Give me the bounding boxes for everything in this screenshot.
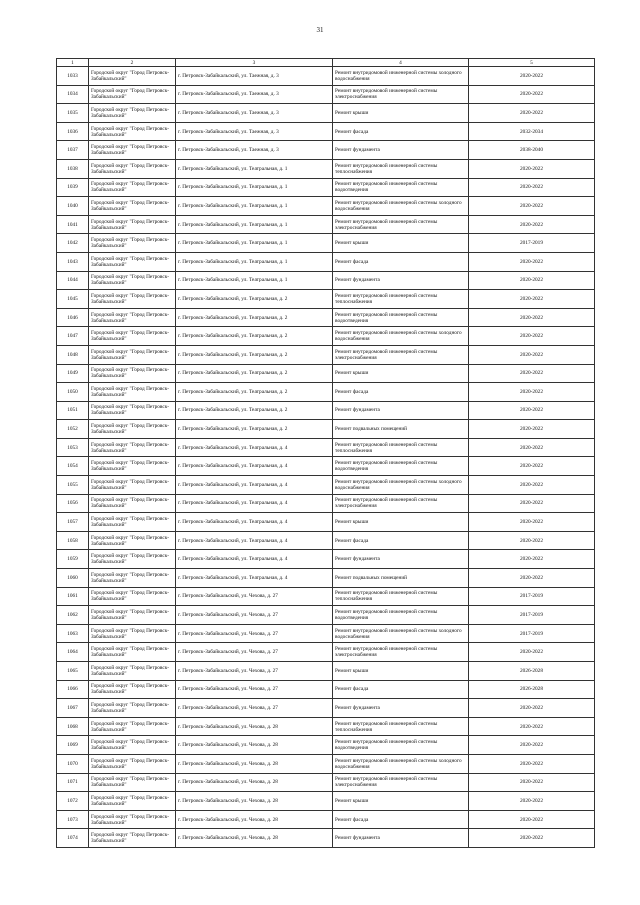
table-row xyxy=(57,736,595,755)
municipality-cell: Городской округ "Город Петровск-Забайкальский" xyxy=(89,290,176,309)
municipality-cell: Городской округ "Город Петровск-Забайкальский" xyxy=(89,680,176,699)
address-cell: г. Петровск-Забайкальский, ул. Театральная, д. 2 xyxy=(176,364,333,383)
column-header-3: 3 xyxy=(176,59,333,67)
row-number: 1059 xyxy=(57,550,89,569)
period-cell: 2017-2019 xyxy=(469,587,595,606)
address-cell: г. Петровск-Забайкальский, ул. Таежная, д. 3 xyxy=(176,141,333,160)
table-row xyxy=(57,773,595,792)
table-row xyxy=(57,680,595,699)
table-row xyxy=(57,178,595,197)
table-row xyxy=(57,792,595,811)
table-row xyxy=(57,401,595,420)
table-row xyxy=(57,531,595,550)
header-row xyxy=(57,59,595,67)
row-number: 1048 xyxy=(57,345,89,364)
work-type-cell: Ремонт крыши xyxy=(333,234,469,253)
municipality-cell: Городской округ "Город Петровск-Забайкальский" xyxy=(89,606,176,625)
row-number: 1038 xyxy=(57,159,89,178)
row-number: 1042 xyxy=(57,234,89,253)
address-cell: г. Петровск-Забайкальский, ул. Театральная, д. 4 xyxy=(176,457,333,476)
period-cell: 2020-2022 xyxy=(469,401,595,420)
period-cell: 2020-2022 xyxy=(469,67,595,86)
work-type-cell: Ремонт фундамента xyxy=(333,550,469,569)
address-cell: г. Петровск-Забайкальский, ул. Театральная, д. 2 xyxy=(176,401,333,420)
table-row xyxy=(57,215,595,234)
address-cell: г. Петровск-Забайкальский, ул. Театральная, д. 2 xyxy=(176,308,333,327)
register-table xyxy=(56,58,595,848)
table-row xyxy=(57,85,595,104)
work-type-cell: Ремонт внутридомовой инженерной системы теплоснабжения xyxy=(333,587,469,606)
row-number: 1070 xyxy=(57,754,89,773)
table-row xyxy=(57,476,595,495)
period-cell: 2020-2022 xyxy=(469,457,595,476)
work-type-cell: Ремонт фасада xyxy=(333,531,469,550)
row-number: 1033 xyxy=(57,67,89,86)
address-cell: г. Петровск-Забайкальский, ул. Театральная, д. 4 xyxy=(176,476,333,495)
table-row xyxy=(57,829,595,848)
table-row xyxy=(57,643,595,662)
work-type-cell: Ремонт внутридомовой инженерной системы теплоснабжения xyxy=(333,159,469,178)
period-cell: 2020-2022 xyxy=(469,383,595,402)
row-number: 1035 xyxy=(57,104,89,123)
period-cell: 2020-2022 xyxy=(469,308,595,327)
address-cell: г. Петровск-Забайкальский, ул. Таежная, д. 3 xyxy=(176,67,333,86)
municipality-cell: Городской округ "Город Петровск-Забайкальский" xyxy=(89,122,176,141)
period-cell: 2020-2022 xyxy=(469,736,595,755)
period-cell: 2020-2022 xyxy=(469,197,595,216)
table-row xyxy=(57,699,595,718)
address-cell: г. Петровск-Забайкальский, ул. Чехова, д. 28 xyxy=(176,773,333,792)
work-type-cell: Ремонт внутридомовой инженерной системы электроснабжения xyxy=(333,215,469,234)
address-cell: г. Петровск-Забайкальский, ул. Таежная, д. 3 xyxy=(176,104,333,123)
row-number: 1051 xyxy=(57,401,89,420)
address-cell: г. Петровск-Забайкальский, ул. Театральная, д. 2 xyxy=(176,327,333,346)
work-type-cell: Ремонт внутридомовой инженерной системы электроснабжения xyxy=(333,345,469,364)
row-number: 1036 xyxy=(57,122,89,141)
table-row xyxy=(57,67,595,86)
row-number: 1068 xyxy=(57,717,89,736)
municipality-cell: Городской округ "Город Петровск-Забайкальский" xyxy=(89,587,176,606)
municipality-cell: Городской округ "Город Петровск-Забайкальский" xyxy=(89,67,176,86)
row-number: 1069 xyxy=(57,736,89,755)
municipality-cell: Городской округ "Город Петровск-Забайкальский" xyxy=(89,438,176,457)
period-cell: 2020-2022 xyxy=(469,327,595,346)
work-type-cell: Ремонт внутридомовой инженерной системы теплоснабжения xyxy=(333,290,469,309)
table-row xyxy=(57,587,595,606)
row-number: 1044 xyxy=(57,271,89,290)
table-row xyxy=(57,717,595,736)
work-type-cell: Ремонт фасада xyxy=(333,122,469,141)
address-cell: г. Петровск-Забайкальский, ул. Театральная, д. 4 xyxy=(176,438,333,457)
period-cell: 2020-2022 xyxy=(469,215,595,234)
municipality-cell: Городской округ "Город Петровск-Забайкальский" xyxy=(89,476,176,495)
row-number: 1046 xyxy=(57,308,89,327)
work-type-cell: Ремонт внутридомовой инженерной системы холодного водоснабжения xyxy=(333,754,469,773)
municipality-cell: Городской округ "Город Петровск-Забайкальский" xyxy=(89,699,176,718)
period-cell: 2020-2022 xyxy=(469,829,595,848)
municipality-cell: Городской округ "Город Петровск-Забайкальский" xyxy=(89,792,176,811)
table-row xyxy=(57,308,595,327)
work-type-cell: Ремонт внутридомовой инженерной системы электроснабжения xyxy=(333,494,469,513)
address-cell: г. Петровск-Забайкальский, ул. Чехова, д. 27 xyxy=(176,643,333,662)
page-number: 31 xyxy=(316,26,324,34)
period-cell: 2020-2022 xyxy=(469,178,595,197)
address-cell: г. Петровск-Забайкальский, ул. Чехова, д. 27 xyxy=(176,624,333,643)
table-row xyxy=(57,234,595,253)
period-cell: 2020-2022 xyxy=(469,438,595,457)
row-number: 1050 xyxy=(57,383,89,402)
municipality-cell: Городской округ "Город Петровск-Забайкальский" xyxy=(89,420,176,439)
address-cell: г. Петровск-Забайкальский, ул. Чехова, д. 28 xyxy=(176,792,333,811)
address-cell: г. Петровск-Забайкальский, ул. Театральная, д. 1 xyxy=(176,271,333,290)
work-type-cell: Ремонт фасада xyxy=(333,810,469,829)
municipality-cell: Городской округ "Город Петровск-Забайкальский" xyxy=(89,178,176,197)
work-type-cell: Ремонт фасада xyxy=(333,680,469,699)
column-header-2: 2 xyxy=(89,59,176,67)
address-cell: г. Петровск-Забайкальский, ул. Чехова, д. 28 xyxy=(176,810,333,829)
table-row xyxy=(57,383,595,402)
period-cell: 2020-2022 xyxy=(469,773,595,792)
table-row xyxy=(57,457,595,476)
address-cell: г. Петровск-Забайкальский, ул. Чехова, д. 28 xyxy=(176,829,333,848)
address-cell: г. Петровск-Забайкальский, ул. Театральная, д. 4 xyxy=(176,550,333,569)
row-number: 1052 xyxy=(57,420,89,439)
period-cell: 2017-2019 xyxy=(469,624,595,643)
row-number: 1074 xyxy=(57,829,89,848)
municipality-cell: Городской округ "Город Петровск-Забайкальский" xyxy=(89,308,176,327)
municipality-cell: Городской округ "Город Петровск-Забайкальский" xyxy=(89,717,176,736)
period-cell: 2020-2022 xyxy=(469,104,595,123)
municipality-cell: Городской округ "Город Петровск-Забайкальский" xyxy=(89,810,176,829)
address-cell: г. Петровск-Забайкальский, ул. Театральная, д. 1 xyxy=(176,215,333,234)
period-cell: 2017-2019 xyxy=(469,234,595,253)
address-cell: г. Петровск-Забайкальский, ул. Театральная, д. 4 xyxy=(176,513,333,532)
municipality-cell: Городской округ "Город Петровск-Забайкальский" xyxy=(89,773,176,792)
table-row xyxy=(57,438,595,457)
row-number: 1040 xyxy=(57,197,89,216)
row-number: 1055 xyxy=(57,476,89,495)
period-cell: 2020-2022 xyxy=(469,420,595,439)
work-type-cell: Ремонт внутридомовой инженерной системы холодного водоснабжения xyxy=(333,476,469,495)
period-cell: 2020-2022 xyxy=(469,252,595,271)
address-cell: г. Петровск-Забайкальский, ул. Театральная, д. 4 xyxy=(176,569,333,588)
table-row xyxy=(57,754,595,773)
address-cell: г. Петровск-Забайкальский, ул. Театральная, д. 2 xyxy=(176,345,333,364)
row-number: 1039 xyxy=(57,178,89,197)
address-cell: г. Петровск-Забайкальский, ул. Театральная, д. 1 xyxy=(176,159,333,178)
work-type-cell: Ремонт внутридомовой инженерной системы теплоснабжения xyxy=(333,717,469,736)
work-type-cell: Ремонт внутридомовой инженерной системы электроснабжения xyxy=(333,643,469,662)
work-type-cell: Ремонт фундамента xyxy=(333,271,469,290)
period-cell: 2026-2028 xyxy=(469,662,595,681)
table-row xyxy=(57,550,595,569)
work-type-cell: Ремонт крыши xyxy=(333,662,469,681)
column-header-4: 4 xyxy=(333,59,469,67)
municipality-cell: Городской округ "Город Петровск-Забайкальский" xyxy=(89,457,176,476)
municipality-cell: Городской округ "Город Петровск-Забайкальский" xyxy=(89,401,176,420)
row-number: 1061 xyxy=(57,587,89,606)
table-row xyxy=(57,271,595,290)
period-cell: 2020-2022 xyxy=(469,345,595,364)
period-cell: 2020-2022 xyxy=(469,476,595,495)
municipality-cell: Городской округ "Город Петровск-Забайкальский" xyxy=(89,624,176,643)
work-type-cell: Ремонт внутридомовой инженерной системы водоотведения xyxy=(333,457,469,476)
address-cell: г. Петровск-Забайкальский, ул. Театральная, д. 2 xyxy=(176,290,333,309)
column-header-1: 1 xyxy=(57,59,89,67)
period-cell: 2020-2022 xyxy=(469,792,595,811)
address-cell: г. Петровск-Забайкальский, ул. Театральная, д. 4 xyxy=(176,494,333,513)
row-number: 1058 xyxy=(57,531,89,550)
table-row xyxy=(57,420,595,439)
period-cell: 2020-2022 xyxy=(469,550,595,569)
address-cell: г. Петровск-Забайкальский, ул. Чехова, д. 28 xyxy=(176,754,333,773)
address-cell: г. Петровск-Забайкальский, ул. Чехова, д. 28 xyxy=(176,736,333,755)
row-number: 1064 xyxy=(57,643,89,662)
row-number: 1043 xyxy=(57,252,89,271)
table-row xyxy=(57,569,595,588)
row-number: 1065 xyxy=(57,662,89,681)
period-cell: 2020-2022 xyxy=(469,569,595,588)
period-cell: 2020-2022 xyxy=(469,717,595,736)
row-number: 1047 xyxy=(57,327,89,346)
address-cell: г. Петровск-Забайкальский, ул. Театральная, д. 1 xyxy=(176,178,333,197)
address-cell: г. Петровск-Забайкальский, ул. Театральная, д. 2 xyxy=(176,383,333,402)
work-type-cell: Ремонт крыши xyxy=(333,364,469,383)
address-cell: г. Петровск-Забайкальский, ул. Чехова, д. 28 xyxy=(176,717,333,736)
period-cell: 2020-2022 xyxy=(469,85,595,104)
municipality-cell: Городской округ "Город Петровск-Забайкальский" xyxy=(89,197,176,216)
municipality-cell: Городской округ "Город Петровск-Забайкальский" xyxy=(89,643,176,662)
row-number: 1060 xyxy=(57,569,89,588)
period-cell: 2020-2022 xyxy=(469,290,595,309)
municipality-cell: Городской округ "Город Петровск-Забайкальский" xyxy=(89,234,176,253)
row-number: 1034 xyxy=(57,85,89,104)
table-body xyxy=(57,67,595,848)
work-type-cell: Ремонт фундамента xyxy=(333,699,469,718)
period-cell: 2020-2022 xyxy=(469,364,595,383)
table-row xyxy=(57,252,595,271)
work-type-cell: Ремонт внутридомовой инженерной системы теплоснабжения xyxy=(333,438,469,457)
work-type-cell: Ремонт фундамента xyxy=(333,829,469,848)
period-cell: 2020-2022 xyxy=(469,494,595,513)
period-cell: 2020-2022 xyxy=(469,754,595,773)
row-number: 1071 xyxy=(57,773,89,792)
table-row xyxy=(57,197,595,216)
period-cell: 2020-2022 xyxy=(469,159,595,178)
table-row xyxy=(57,624,595,643)
municipality-cell: Городской округ "Город Петровск-Забайкальский" xyxy=(89,569,176,588)
row-number: 1073 xyxy=(57,810,89,829)
period-cell: 2020-2022 xyxy=(469,810,595,829)
municipality-cell: Городской округ "Город Петровск-Забайкальский" xyxy=(89,550,176,569)
work-type-cell: Ремонт крыши xyxy=(333,792,469,811)
period-cell: 2017-2019 xyxy=(469,606,595,625)
row-number: 1045 xyxy=(57,290,89,309)
address-cell: г. Петровск-Забайкальский, ул. Театральная, д. 4 xyxy=(176,531,333,550)
municipality-cell: Городской округ "Город Петровск-Забайкальский" xyxy=(89,736,176,755)
table-row xyxy=(57,513,595,532)
work-type-cell: Ремонт внутридомовой инженерной системы холодного водоснабжения xyxy=(333,67,469,86)
work-type-cell: Ремонт крыши xyxy=(333,513,469,532)
municipality-cell: Городской округ "Город Петровск-Забайкальский" xyxy=(89,141,176,160)
row-number: 1067 xyxy=(57,699,89,718)
address-cell: г. Петровск-Забайкальский, ул. Театральная, д. 2 xyxy=(176,420,333,439)
address-cell: г. Петровск-Забайкальский, ул. Чехова, д. 27 xyxy=(176,587,333,606)
period-cell: 2038-2040 xyxy=(469,141,595,160)
work-type-cell: Ремонт внутридомовой инженерной системы водоотведения xyxy=(333,736,469,755)
period-cell: 2020-2022 xyxy=(469,271,595,290)
table-row xyxy=(57,290,595,309)
municipality-cell: Городской округ "Город Петровск-Забайкальский" xyxy=(89,531,176,550)
municipality-cell: Городской округ "Город Петровск-Забайкальский" xyxy=(89,662,176,681)
row-number: 1053 xyxy=(57,438,89,457)
period-cell: 2020-2022 xyxy=(469,531,595,550)
table-row xyxy=(57,159,595,178)
work-type-cell: Ремонт подвальных помещений xyxy=(333,569,469,588)
table-row xyxy=(57,494,595,513)
period-cell: 2032-2034 xyxy=(469,122,595,141)
municipality-cell: Городской округ "Город Петровск-Забайкальский" xyxy=(89,364,176,383)
table-row xyxy=(57,606,595,625)
address-cell: г. Петровск-Забайкальский, ул. Чехова, д. 27 xyxy=(176,662,333,681)
municipality-cell: Городской округ "Город Петровск-Забайкальский" xyxy=(89,327,176,346)
work-type-cell: Ремонт фундамента xyxy=(333,141,469,160)
table-row xyxy=(57,345,595,364)
table-header xyxy=(57,59,595,67)
row-number: 1056 xyxy=(57,494,89,513)
row-number: 1072 xyxy=(57,792,89,811)
municipality-cell: Городской округ "Город Петровск-Забайкальский" xyxy=(89,513,176,532)
work-type-cell: Ремонт внутридомовой инженерной системы холодного водоснабжения xyxy=(333,197,469,216)
work-type-cell: Ремонт внутридомовой инженерной системы водоотведения xyxy=(333,606,469,625)
address-cell: г. Петровск-Забайкальский, ул. Театральная, д. 1 xyxy=(176,252,333,271)
address-cell: г. Петровск-Забайкальский, ул. Театральная, д. 1 xyxy=(176,197,333,216)
municipality-cell: Городской округ "Город Петровск-Забайкальский" xyxy=(89,345,176,364)
municipality-cell: Городской округ "Город Петровск-Забайкальский" xyxy=(89,383,176,402)
work-type-cell: Ремонт внутридомовой инженерной системы электроснабжения xyxy=(333,85,469,104)
period-cell: 2026-2028 xyxy=(469,680,595,699)
table-row xyxy=(57,662,595,681)
municipality-cell: Городской округ "Город Петровск-Забайкальский" xyxy=(89,754,176,773)
row-number: 1057 xyxy=(57,513,89,532)
municipality-cell: Городской округ "Город Петровск-Забайкальский" xyxy=(89,252,176,271)
column-header-5: 5 xyxy=(469,59,595,67)
table-row xyxy=(57,104,595,123)
municipality-cell: Городской округ "Город Петровск-Забайкальский" xyxy=(89,271,176,290)
table-row xyxy=(57,810,595,829)
address-cell: г. Петровск-Забайкальский, ул. Таежная, д. 3 xyxy=(176,85,333,104)
row-number: 1054 xyxy=(57,457,89,476)
municipality-cell: Городской округ "Город Петровск-Забайкальский" xyxy=(89,215,176,234)
period-cell: 2020-2022 xyxy=(469,513,595,532)
work-type-cell: Ремонт подвальных помещений xyxy=(333,420,469,439)
address-cell: г. Петровск-Забайкальский, ул. Таежная, д. 3 xyxy=(176,122,333,141)
work-type-cell: Ремонт внутридомовой инженерной системы водоотведения xyxy=(333,308,469,327)
table-row xyxy=(57,141,595,160)
row-number: 1041 xyxy=(57,215,89,234)
work-type-cell: Ремонт крыши xyxy=(333,104,469,123)
period-cell: 2020-2022 xyxy=(469,643,595,662)
table-row xyxy=(57,122,595,141)
work-type-cell: Ремонт внутридомовой инженерной системы электроснабжения xyxy=(333,773,469,792)
period-cell: 2020-2022 xyxy=(469,699,595,718)
work-type-cell: Ремонт внутридомовой инженерной системы водоотведения xyxy=(333,178,469,197)
municipality-cell: Городской округ "Город Петровск-Забайкальский" xyxy=(89,159,176,178)
address-cell: г. Петровск-Забайкальский, ул. Чехова, д. 27 xyxy=(176,699,333,718)
address-cell: г. Петровск-Забайкальский, ул. Чехова, д. 27 xyxy=(176,606,333,625)
row-number: 1049 xyxy=(57,364,89,383)
table-row xyxy=(57,364,595,383)
work-type-cell: Ремонт фасада xyxy=(333,252,469,271)
municipality-cell: Городской округ "Город Петровск-Забайкальский" xyxy=(89,85,176,104)
row-number: 1037 xyxy=(57,141,89,160)
address-cell: г. Петровск-Забайкальский, ул. Чехова, д. 27 xyxy=(176,680,333,699)
municipality-cell: Городской округ "Город Петровск-Забайкальский" xyxy=(89,829,176,848)
table-row xyxy=(57,327,595,346)
municipality-cell: Городской округ "Город Петровск-Забайкальский" xyxy=(89,494,176,513)
municipality-cell: Городской округ "Город Петровск-Забайкальский" xyxy=(89,104,176,123)
row-number: 1063 xyxy=(57,624,89,643)
work-type-cell: Ремонт фасада xyxy=(333,383,469,402)
work-type-cell: Ремонт внутридомовой инженерной системы холодного водоснабжения xyxy=(333,624,469,643)
row-number: 1066 xyxy=(57,680,89,699)
address-cell: г. Петровск-Забайкальский, ул. Театральная, д. 1 xyxy=(176,234,333,253)
row-number: 1062 xyxy=(57,606,89,625)
work-type-cell: Ремонт внутридомовой инженерной системы холодного водоснабжения xyxy=(333,327,469,346)
work-type-cell: Ремонт фундамента xyxy=(333,401,469,420)
